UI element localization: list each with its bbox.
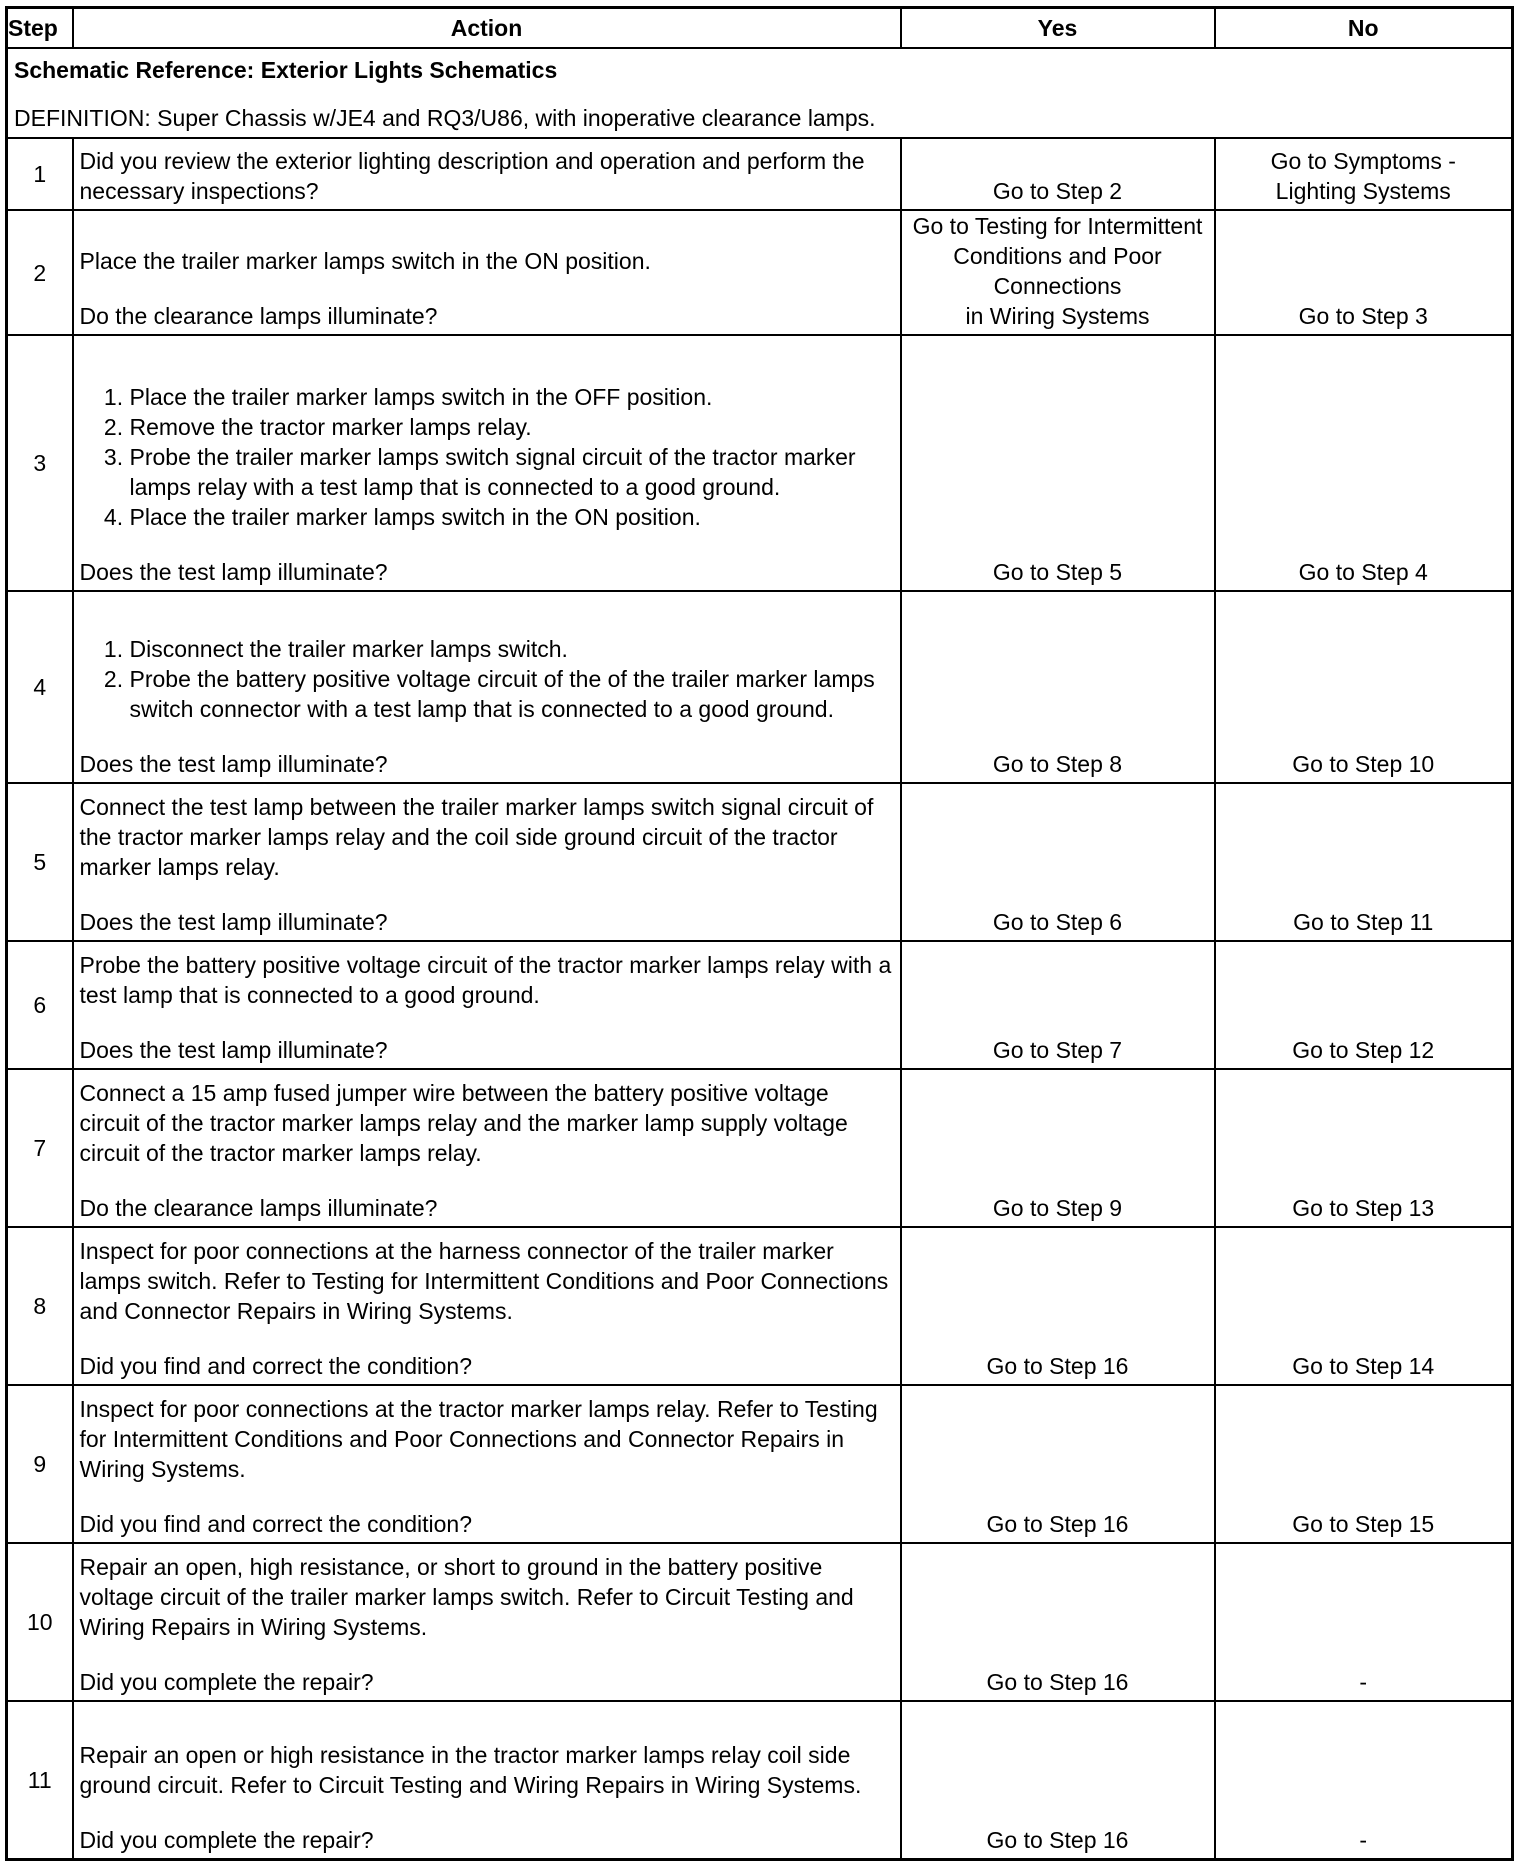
table-row [7, 210, 1513, 335]
step-number: 8 [7, 1227, 73, 1385]
yes-cell: Go to Step 16 [901, 1701, 1215, 1859]
table-row [7, 591, 1513, 783]
step-number: 10 [7, 1543, 73, 1701]
yes-cell: Go to Step 16 [901, 1543, 1215, 1701]
header-no: No [1215, 8, 1513, 49]
question-text: Does the test lamp illuminate? [79, 559, 388, 585]
action-text: Place the trailer marker lamps switch in the ON position. [79, 248, 651, 274]
yes-cell: Go to Step 2 [901, 138, 1215, 210]
no-cell: - [1215, 1543, 1513, 1701]
no-cell: Go to Step 11 [1215, 783, 1513, 941]
yes-cell: Go to Step 16 [901, 1385, 1215, 1543]
step-number: 6 [7, 941, 73, 1069]
table-row [7, 941, 1513, 1069]
step-number: 2 [7, 210, 73, 335]
no-cell: - [1215, 1701, 1513, 1859]
no-cell: Go to Step 15 [1215, 1385, 1513, 1543]
action-cell [73, 335, 901, 591]
action-text: Did you review the exterior lighting description and operation and perform the necessary inspections? [79, 148, 865, 204]
action-text: Probe the battery positive voltage circuit of the tractor marker lamps relay with a test lamp that is connected to a good ground. [79, 952, 892, 1008]
question-text: Does the test lamp illuminate? [79, 751, 388, 777]
yes-cell: Go to Step 16 [901, 1227, 1215, 1385]
action-cell [73, 783, 901, 941]
action-cell [73, 591, 901, 783]
yes-text-line: Conditions and Poor Connections [953, 243, 1162, 299]
question-text: Does the test lamp illuminate? [79, 1037, 388, 1063]
definition-text: DEFINITION: Super Chassis w/JE4 and RQ3/U86, with inoperative clearance lamps. [14, 105, 876, 131]
no-cell: Go to Step 10 [1215, 591, 1513, 783]
step-number: 11 [7, 1701, 73, 1859]
table-row [7, 335, 1513, 591]
question-text: Do the clearance lamps illuminate? [79, 1195, 438, 1221]
step-number: 9 [7, 1385, 73, 1543]
diagnostic-table [5, 6, 1514, 1861]
reference-row [7, 48, 1513, 138]
action-text: Connect a 15 amp fused jumper wire between the battery positive voltage circuit of the tractor marker lamps relay and the marker lamp supply voltage circuit of the tractor marker lamps relay. [79, 1080, 848, 1166]
header-step: Step [7, 8, 73, 49]
action-text: Repair an open or high resistance in the tractor marker lamps relay coil side ground circuit. Refer to Circuit Testing and Wiring Repairs in Wiring Systems. [79, 1741, 862, 1798]
procedure-list [80, 382, 894, 532]
question-text: Did you complete the repair? [79, 1826, 374, 1853]
yes-cell: Go to Step 7 [901, 941, 1215, 1069]
question-text: Do the clearance lamps illuminate? [79, 303, 438, 329]
no-text-line: Lighting Systems [1275, 178, 1451, 204]
yes-cell [901, 210, 1215, 335]
step-number: 3 [7, 335, 73, 591]
no-cell [1215, 138, 1513, 210]
yes-cell: Go to Step 8 [901, 591, 1215, 783]
action-cell [73, 941, 901, 1069]
action-cell [73, 1069, 901, 1227]
procedure-item: 1. Place the trailer marker lamps switch in the OFF position. [130, 382, 894, 412]
action-text: Inspect for poor connections at the tractor marker lamps relay. Refer to Testing for Intermittent Conditions and Poor Connections and Connector Repairs in Wiring Systems. [79, 1396, 878, 1482]
action-text: Connect the test lamp between the trailer marker lamps switch signal circuit of the tractor marker lamps relay and the coil side ground circuit of the tractor marker lamps relay. [79, 794, 874, 880]
reference-cell [7, 48, 1513, 138]
yes-cell: Go to Step 9 [901, 1069, 1215, 1227]
no-cell: Go to Step 12 [1215, 941, 1513, 1069]
schematic-reference: Schematic Reference: Exterior Lights Schematics [14, 57, 558, 83]
no-cell: Go to Step 4 [1215, 335, 1513, 591]
table-row [7, 1227, 1513, 1385]
question-text: Did you complete the repair? [79, 1669, 374, 1695]
action-cell [73, 138, 901, 210]
action-text: Inspect for poor connections at the harness connector of the trailer marker lamps switch. Refer to Testing for Intermittent Conditions and Poor Connections and Connector Repairs in Wiring Systems. [79, 1238, 889, 1324]
step-number: 4 [7, 591, 73, 783]
yes-text-line: in Wiring Systems [965, 303, 1150, 329]
step-number: 1 [7, 138, 73, 210]
question-text: Does the test lamp illuminate? [79, 909, 388, 935]
procedure-item: 2. Probe the battery positive voltage circuit of the of the trailer marker lamps switch connector with a test lamp that is connected to a good ground. [130, 664, 894, 724]
table-row [7, 1701, 1513, 1859]
procedure-item: 2. Remove the tractor marker lamps relay. [130, 412, 894, 442]
table-row [7, 138, 1513, 210]
action-cell [73, 1543, 901, 1701]
procedure-item: 3. Probe the trailer marker lamps switch signal circuit of the tractor marker lamps relay with a test lamp that is connected to a good ground. [130, 442, 894, 502]
yes-cell: Go to Step 5 [901, 335, 1215, 591]
table-row [7, 1543, 1513, 1701]
action-cell [73, 210, 901, 335]
table-row [7, 783, 1513, 941]
header-action: Action [73, 8, 901, 49]
yes-cell: Go to Step 6 [901, 783, 1215, 941]
table-row [7, 1069, 1513, 1227]
table-row [7, 1385, 1513, 1543]
action-cell [73, 1385, 901, 1543]
question-text: Did you find and correct the condition? [79, 1511, 473, 1537]
step-number: 5 [7, 783, 73, 941]
action-cell [73, 1701, 901, 1859]
header-yes: Yes [901, 8, 1215, 49]
step-number: 7 [7, 1069, 73, 1227]
question-text: Did you find and correct the condition? [79, 1353, 473, 1379]
procedure-item: 1. Disconnect the trailer marker lamps switch. [130, 634, 894, 664]
yes-text-line: Go to Testing for Intermittent [912, 213, 1203, 239]
action-text: Repair an open, high resistance, or short to ground in the battery positive voltage circuit of the trailer marker lamps switch. Refer to Circuit Testing and Wiring Repairs in Wiring Systems. [79, 1554, 854, 1640]
procedure-item: 4. Place the trailer marker lamps switch in the ON position. [130, 502, 894, 532]
header-row [7, 8, 1513, 49]
procedure-list [80, 634, 894, 724]
action-cell [73, 1227, 901, 1385]
no-text-line: Go to Symptoms - [1270, 148, 1456, 174]
no-cell: Go to Step 3 [1215, 210, 1513, 335]
no-cell: Go to Step 13 [1215, 1069, 1513, 1227]
no-cell: Go to Step 14 [1215, 1227, 1513, 1385]
